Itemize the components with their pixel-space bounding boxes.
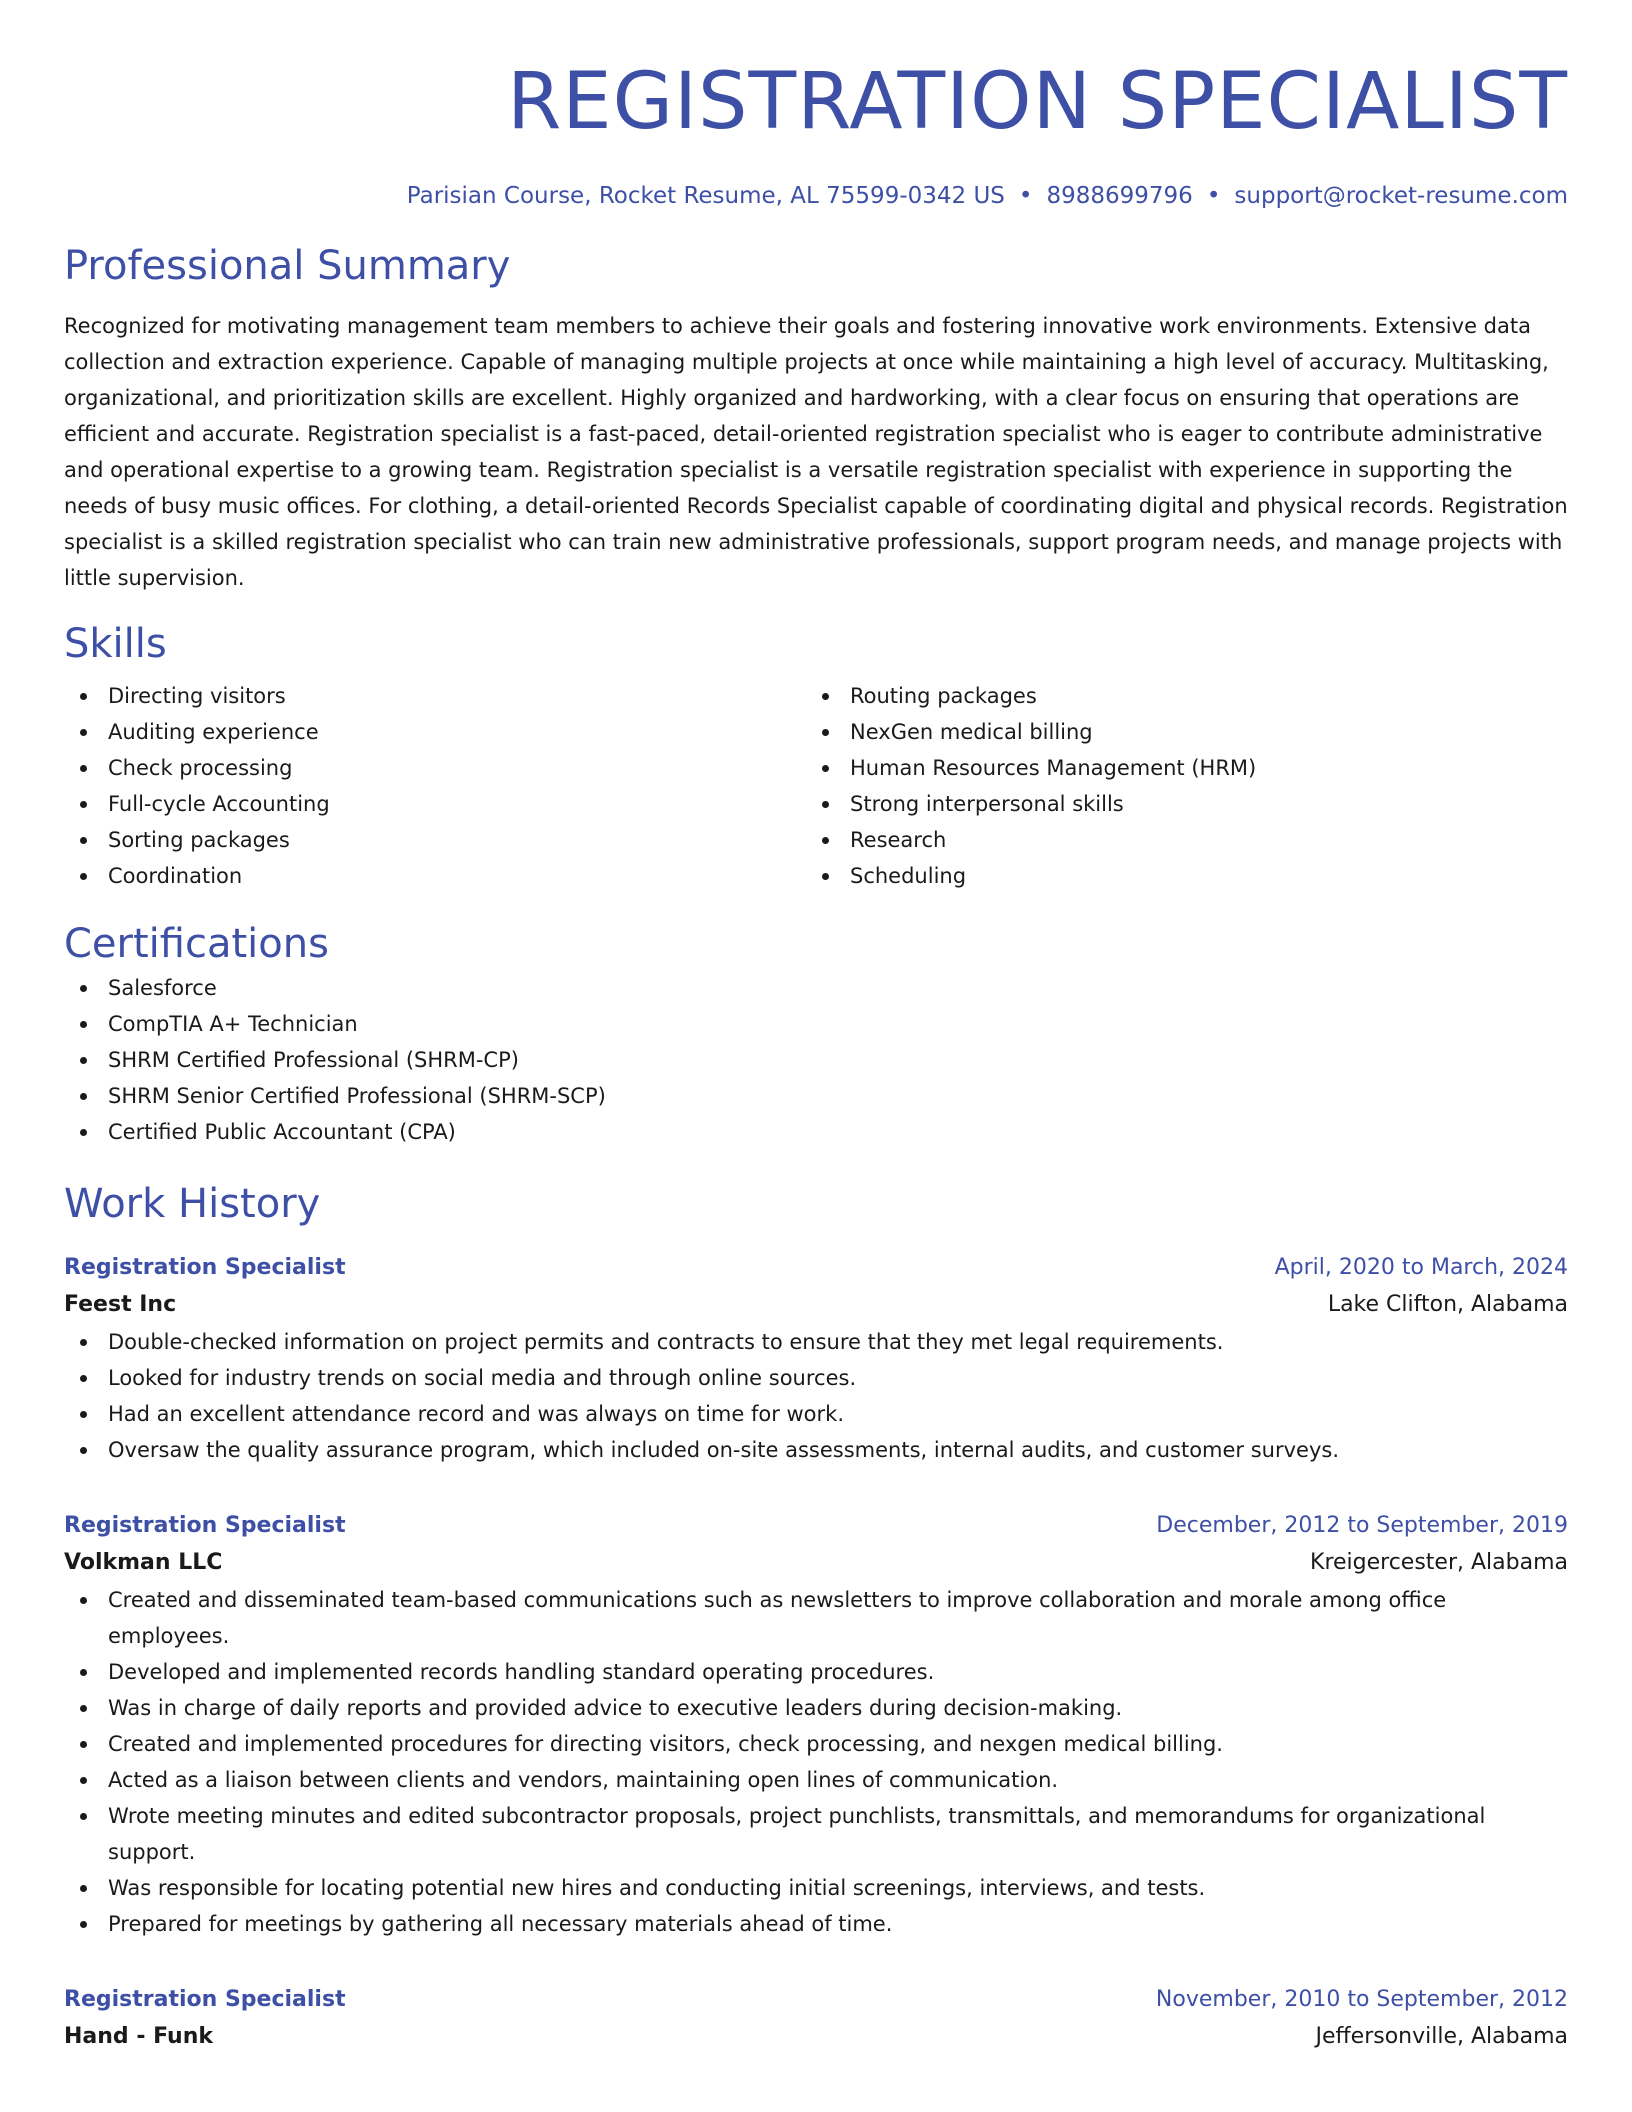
skill-item: Routing packages (806, 678, 1548, 714)
certification-item: Salesforce (64, 970, 1568, 1006)
job-bullet: Was in charge of daily reports and provided advice to executive leaders during decision-making. (64, 1690, 1568, 1726)
skill-item: Check processing (64, 750, 806, 786)
job-bullet: Acted as a liaison between clients and vendors, maintaining open lines of communication. (64, 1762, 1568, 1798)
job-dates: December, 2012 to September, 2019 (1156, 1513, 1568, 1538)
certifications-heading: Certifications (64, 921, 329, 967)
job-bullet: Wrote meeting minutes and edited subcontractor proposals, project punchlists, transmittals, and memorandums for organizational support. (64, 1798, 1568, 1870)
contact-separator: • (1206, 183, 1221, 209)
contact-email: support@rocket-resume.com (1234, 183, 1568, 209)
skills-heading: Skills (64, 621, 167, 667)
contact-address: Parisian Course, Rocket Resume, AL 75599-0342 US (406, 183, 1005, 209)
job-location: Lake Clifton, Alabama (1327, 1292, 1568, 1317)
job-title: Registration Specialist (64, 1255, 346, 1280)
skill-item: Human Resources Management (HRM) (806, 750, 1548, 786)
job-dates: April, 2020 to March, 2024 (1274, 1255, 1568, 1280)
job-bullet: Looked for industry trends on social media and through online sources. (64, 1360, 1568, 1396)
certification-item: CompTIA A+ Technician (64, 1006, 1568, 1042)
skill-item: Coordination (64, 858, 806, 894)
candidate-name: REGISTRATION SPECIALIST (507, 57, 1568, 147)
job-title: Registration Specialist (64, 1987, 346, 2012)
certifications-list (64, 970, 1568, 1150)
job-entry (64, 1982, 1568, 2056)
certification-item: SHRM Certified Professional (SHRM-CP) (64, 1042, 1568, 1078)
job-company-row (64, 1544, 1568, 1582)
job-company: Hand - Funk (64, 2024, 214, 2049)
job-company-row (64, 2018, 1568, 2056)
job-title-row (64, 1250, 1568, 1286)
summary-text: Recognized for motivating management team members to achieve their goals and fostering innovative work environments. Extensive data collection and extraction experience. Capable of managing multiple projects at once while maintaining a high level of accuracy. Multitasking, organizational, and prioritization skills are excellent. Highly organized and hardworking, with a clear focus on ensuring that operations are efficient and accurate. Registration specialist is a fast-paced, detail-oriented registration specialist who is eager to contribute administrative and operational expertise to a growing team. Registration specialist is a versatile registration specialist with experience in supporting the needs of busy music offices. For clothing, a detail-oriented Records Specialist capable of coordinating digital and physical records. Registration specialist is a skilled registration specialist who can train new administrative professionals, support program needs, and manage projects with little supervision. (64, 314, 1568, 590)
skill-item: Scheduling (806, 858, 1548, 894)
resume-header (64, 0, 1568, 212)
job-bullet: Prepared for meetings by gathering all necessary materials ahead of time. (64, 1906, 1568, 1942)
skills-column-left (64, 678, 806, 894)
job-dates: November, 2010 to September, 2012 (1155, 1987, 1568, 2012)
job-company-row (64, 1286, 1568, 1324)
job-bullet: Developed and implemented records handling standard operating procedures. (64, 1654, 1568, 1690)
skill-item: Full-cycle Accounting (64, 786, 806, 822)
job-bullets (64, 1582, 1568, 1942)
job-bullet: Double-checked information on project permits and contracts to ensure that they met legal requirements. (64, 1324, 1568, 1360)
job-company: Volkman LLC (64, 1550, 223, 1575)
skill-item: Research (806, 822, 1548, 858)
job-location: Jeffersonville, Alabama (1315, 2024, 1568, 2049)
certification-item: SHRM Senior Certified Professional (SHRM-SCP) (64, 1078, 1568, 1114)
job-entry (64, 1508, 1568, 1942)
job-title-row (64, 1982, 1568, 2018)
skills-list (64, 678, 1568, 894)
job-entry (64, 1250, 1568, 1468)
certification-item: Certified Public Accountant (CPA) (64, 1114, 1568, 1150)
skills-column-right (806, 678, 1548, 894)
work-history-heading: Work History (64, 1181, 321, 1227)
job-bullet: Created and implemented procedures for directing visitors, check processing, and nexgen medical billing. (64, 1726, 1568, 1762)
job-bullet: Oversaw the quality assurance program, which included on-site assessments, internal audits, and customer surveys. (64, 1432, 1568, 1468)
job-bullet: Created and disseminated team-based communications such as newsletters to improve collaboration and morale among office employees. (64, 1582, 1568, 1654)
job-bullet: Had an excellent attendance record and was always on time for work. (64, 1396, 1568, 1432)
job-title: Registration Specialist (64, 1513, 346, 1538)
job-bullets (64, 1324, 1568, 1468)
skill-item: NexGen medical billing (806, 714, 1548, 750)
job-bullet: Was responsible for locating potential new hires and conducting initial screenings, interviews, and tests. (64, 1870, 1568, 1906)
job-company: Feest Inc (64, 1292, 177, 1317)
contact-phone: 8988699796 (1046, 183, 1193, 209)
skill-item: Sorting packages (64, 822, 806, 858)
job-title-row (64, 1508, 1568, 1544)
skill-item: Strong interpersonal skills (806, 786, 1548, 822)
skill-item: Auditing experience (64, 714, 806, 750)
contact-separator: • (1018, 183, 1033, 209)
contact-line (64, 180, 1568, 212)
summary-heading: Professional Summary (64, 243, 511, 289)
skill-item: Directing visitors (64, 678, 806, 714)
job-location: Kreigercester, Alabama (1310, 1550, 1568, 1575)
